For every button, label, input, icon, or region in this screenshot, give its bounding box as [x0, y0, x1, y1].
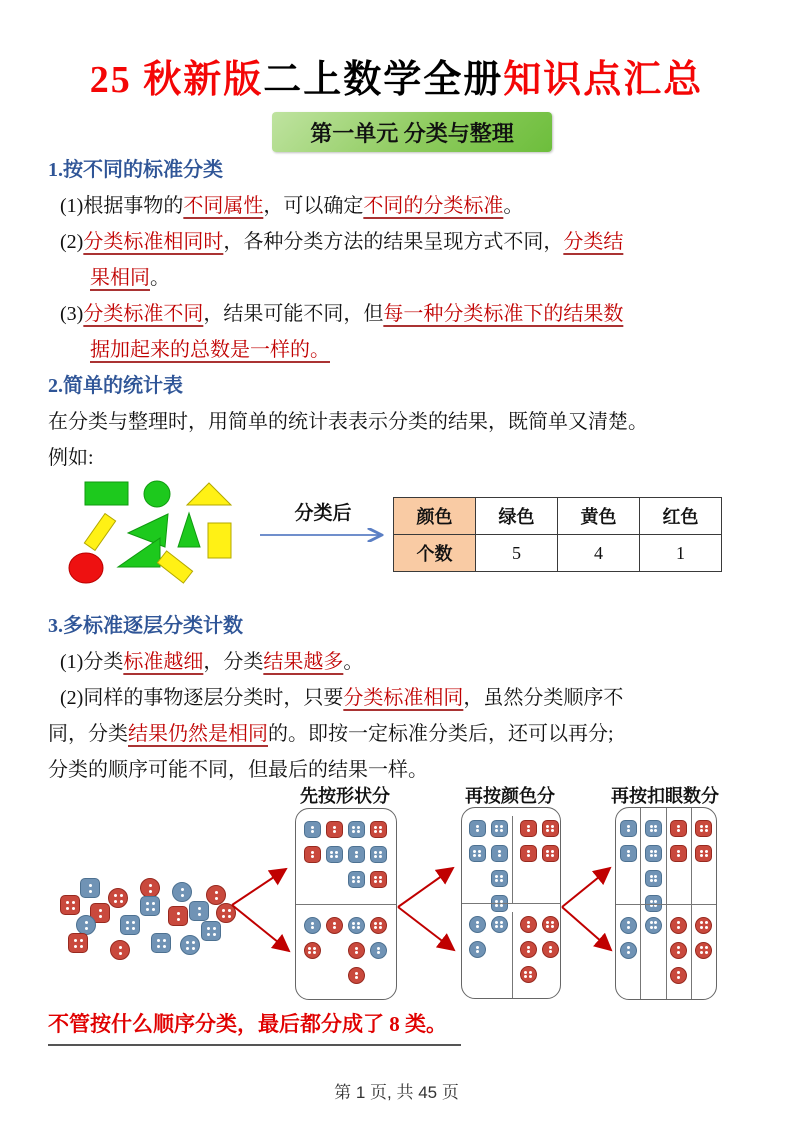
- button-column: [692, 905, 716, 1000]
- grid-cell: [488, 937, 510, 962]
- button-holes: [305, 822, 320, 837]
- button-holes: [671, 918, 686, 933]
- grid-cell: [617, 816, 639, 841]
- button-holes: [521, 821, 536, 836]
- button-holes: [305, 943, 320, 958]
- button-blue-square-2hole: [189, 901, 209, 921]
- grid-cell: [345, 817, 367, 842]
- unit-banner-label: 第一单元 分类与整理: [310, 120, 514, 146]
- right-arrow-icon: [258, 527, 388, 543]
- button-blue-square-2hole: [620, 820, 637, 837]
- yellow-rrect-shape: [157, 551, 192, 583]
- button-red-square-2hole: [520, 820, 537, 837]
- layered-sorting-diagram: [40, 782, 760, 1017]
- button-red-square-2hole: [520, 845, 537, 862]
- grid-cell: [668, 938, 690, 963]
- section3-point2-line2: 同，分类结果仍然是相同的。即按一定标准分类后，还可以再分;: [48, 723, 614, 745]
- button-row: [516, 937, 561, 962]
- button-blue-circle-2hole: [469, 916, 486, 933]
- button-holes: [543, 846, 558, 861]
- button-blue-square-4hole: [370, 846, 387, 863]
- button-holes: [217, 904, 235, 922]
- grid-cell: [668, 841, 690, 866]
- section3-point1: (1)分类标准越细，分类结果越多。: [60, 651, 364, 673]
- button-holes: [671, 968, 686, 983]
- section3-text-block: [48, 608, 751, 788]
- button-red-circle-4hole: [520, 966, 537, 983]
- grid-cell: [517, 912, 539, 937]
- button-holes: [141, 879, 159, 897]
- grid-cell: [466, 816, 488, 841]
- shapes-illustration: [60, 470, 290, 595]
- button-blue-circle-2hole: [370, 942, 387, 959]
- grid-cell: [345, 867, 367, 892]
- button-holes: [81, 879, 99, 897]
- red-squares-quad: [513, 816, 561, 903]
- button-blue-square-4hole: [348, 871, 365, 888]
- button-red-circle-2hole: [110, 940, 130, 960]
- section1-point3-line1: (3)分类标准不同，结果可能不同，但每一种分类标准下的结果数: [60, 303, 624, 325]
- grid-cell: [488, 912, 510, 937]
- button-red-square-2hole: [326, 821, 343, 838]
- button-holes: [111, 941, 129, 959]
- button-blue-circle-4hole: [348, 917, 365, 934]
- button-holes: [121, 916, 139, 934]
- button-blue-square-4hole: [645, 870, 662, 887]
- classification-example-figure: [0, 470, 793, 595]
- section2-body: 在分类与整理时，用简单的统计表表示分类的结果，既简单又清楚。: [48, 411, 648, 433]
- table-data-row: [394, 535, 722, 572]
- button-red-circle-2hole: [140, 878, 160, 898]
- grid-cell: [642, 913, 664, 938]
- table-cell: 4: [558, 535, 640, 572]
- grid-cell: [668, 913, 690, 938]
- button-red-circle-4hole: [695, 942, 712, 959]
- grid-cell: [668, 963, 690, 988]
- button-row: [465, 866, 511, 891]
- section1-point1: (1)根据事物的不同属性，可以确定不同的分类标准。: [60, 195, 524, 217]
- blue-circles-quad: [462, 912, 513, 998]
- color-count-table: [393, 497, 722, 572]
- button-column: [667, 808, 692, 904]
- button-holes: [109, 889, 127, 907]
- yellow-rect-shape: [208, 523, 231, 558]
- button-column: [692, 808, 716, 904]
- button-row: [516, 816, 561, 841]
- yellow-polygon-shape: [187, 483, 231, 505]
- button-holes: [492, 821, 507, 836]
- section1-text-block: [48, 152, 751, 476]
- grid-cell: [617, 913, 639, 938]
- grid-cell: [367, 817, 389, 842]
- button-red-square-4hole: [695, 820, 712, 837]
- grid-cell: [367, 938, 389, 963]
- grid-cell: [466, 937, 488, 962]
- grid-cell: [539, 912, 561, 937]
- button-blue-circle-2hole: [304, 917, 321, 934]
- button-blue-circle-4hole: [491, 916, 508, 933]
- button-red-square-4hole: [542, 820, 559, 837]
- button-holes: [521, 967, 536, 982]
- button-holes: [202, 922, 220, 940]
- grid-cell: [323, 867, 345, 892]
- button-holes: [646, 871, 661, 886]
- button-holes: [543, 917, 558, 932]
- button-holes: [492, 871, 507, 886]
- button-holes: [696, 821, 711, 836]
- grid-cell: [345, 938, 367, 963]
- button-red-square-4hole: [60, 895, 80, 915]
- grid-cell: [345, 842, 367, 867]
- title-red-part1: 25 秋新版: [89, 59, 264, 101]
- button-holes: [173, 883, 191, 901]
- button-holes: [543, 942, 558, 957]
- section3-point2-line1: (2)同样的事物逐层分类时，只要分类标准相同，虽然分类顺序不: [60, 687, 624, 709]
- grid-cell: [301, 938, 323, 963]
- button-red-circle-2hole: [542, 941, 559, 958]
- grid-cell: [693, 816, 715, 841]
- button-holes: [349, 847, 364, 862]
- button-red-circle-2hole: [348, 942, 365, 959]
- button-row: [465, 816, 511, 841]
- table-cell: 红色: [640, 498, 722, 535]
- button-blue-square-4hole: [201, 921, 221, 941]
- button-red-circle-2hole: [670, 917, 687, 934]
- button-blue-square-4hole: [491, 870, 508, 887]
- button-holes: [305, 847, 320, 862]
- button-blue-circle-2hole: [76, 915, 96, 935]
- button-blue-circle-2hole: [620, 942, 637, 959]
- sort-box-by-shape: [295, 808, 397, 1000]
- button-holes: [371, 943, 386, 958]
- button-holes: [671, 846, 686, 861]
- green-rect-shape: [85, 482, 128, 505]
- button-holes: [470, 917, 485, 932]
- button-holes: [169, 907, 187, 925]
- button-holes: [207, 886, 225, 904]
- conclusion-text: 不管按什么顺序分类，最后都分成了 8 类。: [48, 1008, 461, 1046]
- button-row: [296, 938, 396, 963]
- grid-cell: [367, 913, 389, 938]
- button-blue-square-4hole: [140, 896, 160, 916]
- button-red-circle-4hole: [695, 917, 712, 934]
- button-red-circle-4hole: [216, 903, 236, 923]
- section1-heading: 1.按不同的标准分类: [48, 159, 223, 181]
- grid-cell: [345, 963, 367, 988]
- button-red-circle-2hole: [670, 967, 687, 984]
- grid-cell: [617, 841, 639, 866]
- button-column: [641, 905, 666, 1000]
- button-holes: [521, 942, 536, 957]
- grid-cell: [539, 841, 561, 866]
- grid-cell: [301, 842, 323, 867]
- button-red-circle-2hole: [206, 885, 226, 905]
- button-holes: [349, 822, 364, 837]
- button-row: [516, 912, 561, 937]
- table-cell: 黄色: [558, 498, 640, 535]
- grid-cell: [517, 816, 539, 841]
- button-red-square-2hole: [670, 845, 687, 862]
- button-red-circle-2hole: [670, 942, 687, 959]
- grid-cell: [301, 817, 323, 842]
- button-holes: [543, 821, 558, 836]
- button-holes: [141, 897, 159, 915]
- button-blue-circle-2hole: [172, 882, 192, 902]
- button-holes: [696, 918, 711, 933]
- button-blue-square-2hole: [348, 846, 365, 863]
- grid-cell: [323, 938, 345, 963]
- section1-point2-line1: (2)分类标准相同时，各种分类方法的结果呈现方式不同，分类结: [60, 231, 624, 253]
- button-blue-square-4hole: [645, 820, 662, 837]
- grid-cell: [466, 912, 488, 937]
- button-holes: [521, 917, 536, 932]
- title-black-part: 二上数学全册: [263, 59, 504, 101]
- button-row: [516, 962, 561, 987]
- button-holes: [152, 934, 170, 952]
- grid-cell: [642, 866, 664, 891]
- button-blue-square-2hole: [491, 845, 508, 862]
- green-polygon-shape: [178, 513, 200, 547]
- button-holes: [621, 943, 636, 958]
- button-column: [616, 905, 641, 1000]
- table-cell: 绿色: [476, 498, 558, 535]
- button-cluster: [40, 782, 250, 972]
- button-red-square-4hole: [695, 845, 712, 862]
- button-blue-circle-2hole: [620, 917, 637, 934]
- section1-point3-line2: 据加起来的总数是一样的。: [90, 339, 330, 361]
- button-holes: [646, 821, 661, 836]
- button-holes: [327, 918, 342, 933]
- button-holes: [327, 847, 342, 862]
- grid-cell: [301, 867, 323, 892]
- button-blue-square-4hole: [326, 846, 343, 863]
- button-holes: [371, 822, 386, 837]
- grid-cell: [301, 913, 323, 938]
- section2-example-label: 例如:: [48, 447, 94, 469]
- button-red-square-4hole: [370, 871, 387, 888]
- grid-cell: [323, 842, 345, 867]
- button-holes: [371, 918, 386, 933]
- grid-cell: [323, 817, 345, 842]
- grid-cell: [693, 841, 715, 866]
- grid-cell: [466, 841, 488, 866]
- grid-cell: [642, 816, 664, 841]
- button-blue-square-2hole: [620, 845, 637, 862]
- button-holes: [77, 916, 95, 934]
- button-blue-circle-4hole: [645, 917, 662, 934]
- green-circle-shape: [144, 481, 170, 507]
- grid-cell: [301, 963, 323, 988]
- grid-cell: [668, 816, 690, 841]
- button-holes: [646, 918, 661, 933]
- button-blue-circle-2hole: [469, 941, 486, 958]
- grid-cell: [466, 866, 488, 891]
- table-cell: 5: [476, 535, 558, 572]
- button-blue-square-4hole: [645, 845, 662, 862]
- button-red-square-4hole: [68, 933, 88, 953]
- button-red-circle-2hole: [326, 917, 343, 934]
- squares-section: [296, 809, 396, 904]
- button-holes: [646, 846, 661, 861]
- button-blue-square-4hole: [469, 845, 486, 862]
- button-holes: [371, 847, 386, 862]
- grid-cell: [345, 913, 367, 938]
- grid-cell: [539, 816, 561, 841]
- table-header-row: [394, 498, 722, 535]
- grid-cell: [693, 938, 715, 963]
- grid-cell: [517, 962, 539, 987]
- diagram-label-color: 再按颜色分: [465, 786, 555, 806]
- grid-cell: [539, 937, 561, 962]
- button-red-circle-2hole: [348, 967, 365, 984]
- red-ellipse-shape: [69, 553, 103, 583]
- section1-point2-line2: 果相同。: [90, 267, 170, 289]
- grid-cell: [693, 913, 715, 938]
- grid-cell: [367, 963, 389, 988]
- button-column: [667, 905, 692, 1000]
- button-holes: [349, 918, 364, 933]
- grid-cell: [488, 841, 510, 866]
- button-row: [516, 841, 561, 866]
- button-blue-square-2hole: [469, 820, 486, 837]
- button-holes: [349, 943, 364, 958]
- diagram-label-shape: 先按形状分: [300, 786, 390, 806]
- button-holes: [470, 846, 485, 861]
- page-title: [0, 48, 793, 103]
- diagram-label-holes: 再按扣眼数分: [611, 786, 719, 806]
- grid-cell: [488, 866, 510, 891]
- sort-box-by-holes: [615, 807, 717, 1000]
- button-red-circle-4hole: [542, 916, 559, 933]
- button-holes: [69, 934, 87, 952]
- button-holes: [621, 846, 636, 861]
- yellow-rrect-shape: [84, 514, 115, 551]
- grid-cell: [367, 867, 389, 892]
- button-row: [296, 842, 396, 867]
- button-holes: [492, 917, 507, 932]
- sort-after-label: 分类后: [294, 503, 352, 524]
- button-blue-square-4hole: [151, 933, 171, 953]
- grid-cell: [539, 962, 561, 987]
- grid-cell: [367, 842, 389, 867]
- section2-heading: 2.简单的统计表: [48, 375, 183, 397]
- button-holes: [349, 872, 364, 887]
- button-row: [296, 817, 396, 842]
- grid-cell: [517, 937, 539, 962]
- unit-banner: [272, 112, 552, 152]
- grid-cell: [517, 841, 539, 866]
- section3-heading: 3.多标准逐层分类计数: [48, 615, 243, 637]
- button-column: [616, 808, 641, 904]
- button-red-circle-2hole: [520, 916, 537, 933]
- button-holes: [181, 936, 199, 954]
- sort-box-by-color: [461, 807, 561, 999]
- circles-columns: [616, 904, 716, 1000]
- button-column: [641, 808, 666, 904]
- button-holes: [61, 896, 79, 914]
- button-row: [296, 867, 396, 892]
- button-holes: [349, 968, 364, 983]
- button-blue-circle-4hole: [180, 935, 200, 955]
- button-blue-square-2hole: [304, 821, 321, 838]
- button-holes: [621, 821, 636, 836]
- button-holes: [671, 943, 686, 958]
- button-blue-square-4hole: [491, 820, 508, 837]
- button-red-square-4hole: [370, 821, 387, 838]
- button-holes: [696, 943, 711, 958]
- button-row: [296, 963, 396, 988]
- section3-point2-line3: 分类的顺序可能不同，但最后的结果一样。: [48, 759, 428, 781]
- button-row: [296, 913, 396, 938]
- button-red-square-2hole: [670, 820, 687, 837]
- button-holes: [521, 846, 536, 861]
- button-row: [465, 912, 511, 937]
- button-holes: [470, 821, 485, 836]
- green-polygon-shape: [118, 538, 160, 567]
- button-red-circle-4hole: [108, 888, 128, 908]
- button-holes: [671, 821, 686, 836]
- button-holes: [696, 846, 711, 861]
- button-holes: [492, 846, 507, 861]
- grid-cell: [488, 816, 510, 841]
- button-red-circle-4hole: [304, 942, 321, 959]
- grid-cell: [323, 963, 345, 988]
- table-cell: 颜色: [394, 498, 476, 535]
- button-red-square-2hole: [168, 906, 188, 926]
- button-red-circle-4hole: [370, 917, 387, 934]
- button-holes: [305, 918, 320, 933]
- button-red-square-2hole: [304, 846, 321, 863]
- button-holes: [190, 902, 208, 920]
- button-holes: [470, 942, 485, 957]
- table-cell: 1: [640, 535, 722, 572]
- blue-squares-quad: [462, 816, 513, 903]
- green-polygon-shape: [128, 514, 168, 547]
- button-red-circle-2hole: [520, 941, 537, 958]
- button-blue-square-4hole: [348, 821, 365, 838]
- circles-section: [296, 904, 396, 999]
- squares-columns: [616, 808, 716, 904]
- button-holes: [371, 872, 386, 887]
- red-circles-quad: [513, 912, 561, 998]
- button-holes: [327, 822, 342, 837]
- title-red-part2: 知识点汇总: [503, 59, 704, 101]
- button-row: [465, 841, 511, 866]
- page-footer: 第 1 页, 共 45 页: [334, 1083, 459, 1102]
- button-blue-square-2hole: [80, 878, 100, 898]
- sort-after-annotation: [258, 498, 388, 543]
- button-blue-square-4hole: [120, 915, 140, 935]
- grid-cell: [617, 938, 639, 963]
- table-cell: 个数: [394, 535, 476, 572]
- button-row: [465, 937, 511, 962]
- grid-cell: [323, 913, 345, 938]
- button-holes: [621, 918, 636, 933]
- grid-cell: [642, 841, 664, 866]
- button-red-square-4hole: [542, 845, 559, 862]
